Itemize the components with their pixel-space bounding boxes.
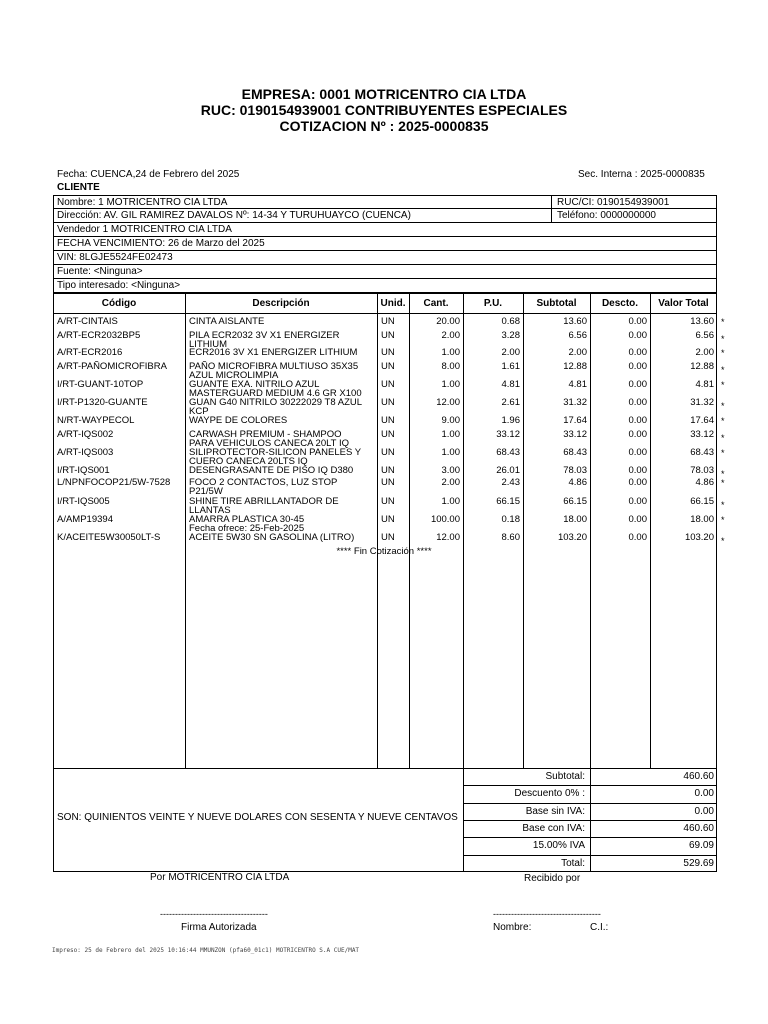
client-phone: Teléfono: 0000000000 <box>557 210 656 221</box>
item-unit: UN <box>381 465 395 476</box>
item-subtotal: 4.81 <box>568 379 587 390</box>
item-discount: 0.00 <box>628 465 647 476</box>
item-code: A/RT-ECR2016 <box>57 347 123 358</box>
item-unit: UN <box>381 532 395 543</box>
client-label: CLIENTE <box>57 182 100 193</box>
item-code: N/RT-WAYPECOL <box>57 415 135 426</box>
item-quantity: 12.00 <box>436 397 460 408</box>
item-description: GUANTE EXA. NITRILO AZUL <box>189 379 320 390</box>
item-unit-price: 4.81 <box>501 379 520 390</box>
item-unit-price: 0.68 <box>501 316 520 327</box>
item-quantity: 1.00 <box>441 496 460 507</box>
item-unit: UN <box>381 361 395 372</box>
totals-label: Total: <box>561 858 585 869</box>
item-total: 103.20 <box>684 532 714 543</box>
item-description: AMARRA PLASTICA 30-45 <box>189 514 305 525</box>
item-mark: * <box>721 448 725 458</box>
col-header-valor-total: Valor Total <box>658 298 709 309</box>
item-quantity: 12.00 <box>436 532 460 543</box>
date-line: Fecha: CUENCA,24 de Febrero del 2025 <box>57 169 240 180</box>
item-code: A/RT-PAÑOMICROFIBRA <box>57 361 167 372</box>
item-description-line2: Fecha ofrece: 25-Feb-2025 <box>189 523 305 534</box>
seller-row: Vendedor 1 MOTRICENTRO CIA LTDA <box>53 223 717 237</box>
col-header-descripcion: Descripción <box>252 298 310 309</box>
item-total: 68.43 <box>690 447 714 458</box>
client-divider <box>551 195 552 223</box>
item-discount: 0.00 <box>628 361 647 372</box>
item-subtotal: 68.43 <box>563 447 587 458</box>
item-unit: UN <box>381 415 395 426</box>
col-header-codigo: Código <box>101 298 137 309</box>
item-description: PAÑO MICROFIBRA MULTIUSO 35X35 <box>189 361 359 372</box>
item-description: ACEITE 5W30 SN GASOLINA (LITRO) <box>189 532 355 543</box>
client-address-row <box>53 209 717 223</box>
totals-value: 0.00 <box>694 806 714 817</box>
table-body-bottom <box>53 768 717 769</box>
item-discount: 0.00 <box>628 347 647 358</box>
col-line <box>185 293 186 768</box>
item-unit-price: 2.61 <box>501 397 520 408</box>
col-header-pu: P.U. <box>483 298 503 309</box>
client-name: Nombre: 1 MOTRICENTRO CIA LTDA <box>57 197 228 208</box>
issuer-label: Por MOTRICENTRO CIA LTDA <box>150 872 290 883</box>
signature-line-left: ------------------------------------ <box>160 909 268 919</box>
item-discount: 0.00 <box>628 316 647 327</box>
item-description: DESENGRASANTE DE PISO IQ D380 <box>189 465 354 476</box>
item-mark: * <box>721 401 725 411</box>
table-header-divider <box>53 313 717 314</box>
company-title: EMPRESA: 0001 MOTRICENTRO CIA LTDA <box>241 86 527 102</box>
col-header-subtotal: Subtotal <box>536 298 577 309</box>
totals-row-line <box>463 837 717 838</box>
totals-row-line <box>463 803 717 804</box>
signature-line-right: ------------------------------------ <box>493 909 601 919</box>
totals-label: Descuento 0% : <box>514 788 585 799</box>
ruc-title: RUC: 0190154939001 CONTRIBUYENTES ESPECIALES <box>200 102 568 118</box>
totals-row-line <box>463 855 717 856</box>
item-unit: UN <box>381 379 395 390</box>
item-code: K/ACEITE5W30050LT-S <box>57 532 161 543</box>
totals-value: 460.60 <box>683 771 714 782</box>
item-description-line2: P21/5W <box>189 486 223 497</box>
item-description-line2: KCP <box>189 406 209 417</box>
item-mark: * <box>721 500 725 510</box>
print-info: Impreso: 25 de Febrero del 2025 10:16:44 MMUNZON (pfa60_01c1) MOTRICENTRO S.A CUE/MAT <box>52 947 360 954</box>
item-mark: * <box>721 469 725 479</box>
item-unit-price: 0.18 <box>501 514 520 525</box>
item-unit-price: 2.43 <box>501 477 520 488</box>
item-discount: 0.00 <box>628 496 647 507</box>
quote-number-title: COTIZACION Nº : 2025-0000835 <box>279 118 489 134</box>
item-discount: 0.00 <box>628 330 647 341</box>
item-unit-price: 66.15 <box>496 496 520 507</box>
item-quantity: 20.00 <box>436 316 460 327</box>
item-quantity: 2.00 <box>441 477 460 488</box>
item-subtotal: 103.20 <box>557 532 587 543</box>
internal-sequence: Sec. Interna : 2025-0000835 <box>578 169 705 180</box>
item-unit: UN <box>381 447 395 458</box>
source-row: Fuente: <Ninguna> <box>53 265 717 279</box>
item-total: 6.56 <box>695 330 714 341</box>
item-mark: * <box>721 380 725 390</box>
client-ruc: RUC/CI: 0190154939001 <box>557 197 670 208</box>
item-code: I/RT-IQS001 <box>57 465 110 476</box>
item-mark: * <box>721 515 725 525</box>
item-mark: * <box>721 348 725 358</box>
item-quantity: 1.00 <box>441 429 460 440</box>
item-total: 18.00 <box>690 514 714 525</box>
item-description-line2: LITHIUM <box>189 339 227 350</box>
item-unit: UN <box>381 397 395 408</box>
item-mark: * <box>721 365 725 375</box>
totals-value: 460.60 <box>683 823 714 834</box>
item-discount: 0.00 <box>628 514 647 525</box>
item-subtotal: 13.60 <box>563 316 587 327</box>
authorized-signature-label: Firma Autorizada <box>181 922 257 933</box>
item-quantity: 1.00 <box>441 379 460 390</box>
item-total: 33.12 <box>690 429 714 440</box>
item-description-line2: AZUL MICROLIMPIA <box>189 370 279 381</box>
item-code: I/RT-GUANT-10TOP <box>57 379 144 390</box>
item-unit-price: 2.00 <box>501 347 520 358</box>
col-header-unidad: Unid. <box>380 298 406 309</box>
item-discount: 0.00 <box>628 379 647 390</box>
totals-label: Subtotal: <box>545 771 585 782</box>
item-code: L/NPNFOCOP21/5W-7528 <box>57 477 171 488</box>
vin-row: VIN: 8LGJE5524FE02473 <box>53 251 717 265</box>
item-description: CARWASH PREMIUM - SHAMPOO <box>189 429 342 440</box>
totals-value: 529.69 <box>683 858 714 869</box>
item-mark: * <box>721 433 725 443</box>
item-description: ECR2016 3V X1 ENERGIZER LITHIUM <box>189 347 358 358</box>
item-discount: 0.00 <box>628 477 647 488</box>
item-total: 12.88 <box>690 361 714 372</box>
item-unit-price: 8.60 <box>501 532 520 543</box>
item-unit-price: 1.96 <box>501 415 520 426</box>
item-quantity: 8.00 <box>441 361 460 372</box>
item-subtotal: 6.56 <box>568 330 587 341</box>
item-unit-price: 68.43 <box>496 447 520 458</box>
item-quantity: 100.00 <box>430 514 460 525</box>
item-unit-price: 3.28 <box>501 330 520 341</box>
item-code: A/RT-CINTAIS <box>57 316 118 327</box>
item-subtotal: 78.03 <box>563 465 587 476</box>
totals-value: 0.00 <box>694 788 714 799</box>
item-subtotal: 33.12 <box>563 429 587 440</box>
client-address: Dirección: AV. GIL RAMIREZ DAVALOS Nº: 14-34 Y TURUHUAYCO (CUENCA) <box>57 210 411 221</box>
item-description-line2: PARA VEHICULOS CANECA 20LT IQ <box>189 438 349 449</box>
item-subtotal: 17.64 <box>563 415 587 426</box>
interest-type-row: Tipo interesado: <Ninguna> <box>53 279 717 293</box>
col-line <box>377 293 378 768</box>
item-description: SHINE TIRE ABRILLANTADOR DE <box>189 496 339 507</box>
item-mark: * <box>721 416 725 426</box>
item-code: I/RT-IQS005 <box>57 496 110 507</box>
item-discount: 0.00 <box>628 429 647 440</box>
name-label: Nombre: <box>493 922 532 933</box>
item-code: A/RT-IQS003 <box>57 447 114 458</box>
item-mark: * <box>721 536 725 546</box>
totals-label: Base sin IVA: <box>525 806 585 817</box>
item-total: 17.64 <box>690 415 714 426</box>
item-unit: UN <box>381 429 395 440</box>
item-subtotal: 66.15 <box>563 496 587 507</box>
item-mark: * <box>721 317 725 327</box>
item-description: SILIPROTECTOR-SILICON PANELES Y <box>189 447 362 458</box>
item-description-line2: MASTERGUARD MEDIUM 4.6 GR X100 <box>189 388 362 399</box>
item-unit-price: 1.61 <box>501 361 520 372</box>
item-unit: UN <box>381 477 395 488</box>
item-mark: * <box>721 334 725 344</box>
item-quantity: 9.00 <box>441 415 460 426</box>
item-total: 31.32 <box>690 397 714 408</box>
item-quantity: 2.00 <box>441 330 460 341</box>
item-discount: 0.00 <box>628 415 647 426</box>
item-subtotal: 2.00 <box>568 347 587 358</box>
item-total: 4.86 <box>695 477 714 488</box>
item-description: GUAN G40 NITRILO 30222029 T8 AZUL <box>189 397 363 408</box>
item-unit: UN <box>381 347 395 358</box>
item-total: 66.15 <box>690 496 714 507</box>
item-description: FOCO 2 CONTACTOS, LUZ STOP <box>189 477 338 488</box>
item-subtotal: 31.32 <box>563 397 587 408</box>
totals-label: 15.00% IVA <box>532 840 585 851</box>
item-total: 78.03 <box>690 465 714 476</box>
col-header-descuento: Descto. <box>601 298 639 309</box>
col-header-cantidad: Cant. <box>423 298 449 309</box>
totals-row-line <box>463 785 717 786</box>
totals-label: Base con IVA: <box>522 823 585 834</box>
item-discount: 0.00 <box>628 532 647 543</box>
received-by-label: Recibido por <box>524 873 581 884</box>
item-subtotal: 18.00 <box>563 514 587 525</box>
item-code: A/RT-ECR2032BP5 <box>57 330 141 341</box>
due-date-row: FECHA VENCIMIENTO: 26 de Marzo del 2025 <box>53 237 717 251</box>
item-code: I/RT-P1320-GUANTE <box>57 397 148 408</box>
end-of-quote: **** Fin Cotización **** <box>336 546 432 557</box>
item-unit: UN <box>381 514 395 525</box>
item-unit-price: 26.01 <box>496 465 520 476</box>
item-code: A/RT-IQS002 <box>57 429 114 440</box>
item-total: 13.60 <box>690 316 714 327</box>
item-quantity: 1.00 <box>441 347 460 358</box>
item-discount: 0.00 <box>628 447 647 458</box>
item-unit: UN <box>381 316 395 327</box>
item-mark: * <box>721 478 725 488</box>
item-total: 4.81 <box>695 379 714 390</box>
totals-row-line <box>463 820 717 821</box>
item-subtotal: 4.86 <box>568 477 587 488</box>
item-description: PILA ECR2032 3V X1 ENERGIZER <box>189 330 340 341</box>
item-unit: UN <box>381 496 395 507</box>
amount-in-words: SON: QUINIENTOS VEINTE Y NUEVE DOLARES CON SESENTA Y NUEVE CENTAVOS <box>57 812 458 823</box>
item-description: CINTA AISLANTE <box>189 316 265 327</box>
item-total: 2.00 <box>695 347 714 358</box>
item-description-line2: LLANTAS <box>189 505 231 516</box>
item-quantity: 1.00 <box>441 447 460 458</box>
client-name-row <box>53 195 717 209</box>
item-unit: UN <box>381 330 395 341</box>
item-description-line2: CUERO CANECA 20LTS IQ <box>189 456 308 467</box>
item-subtotal: 12.88 <box>563 361 587 372</box>
totals-value: 69.09 <box>688 840 714 851</box>
item-unit-price: 33.12 <box>496 429 520 440</box>
item-quantity: 3.00 <box>441 465 460 476</box>
item-description: WAYPE DE COLORES <box>189 415 288 426</box>
ci-label: C.I.: <box>590 922 609 933</box>
item-discount: 0.00 <box>628 397 647 408</box>
item-code: A/AMP19394 <box>57 514 113 525</box>
